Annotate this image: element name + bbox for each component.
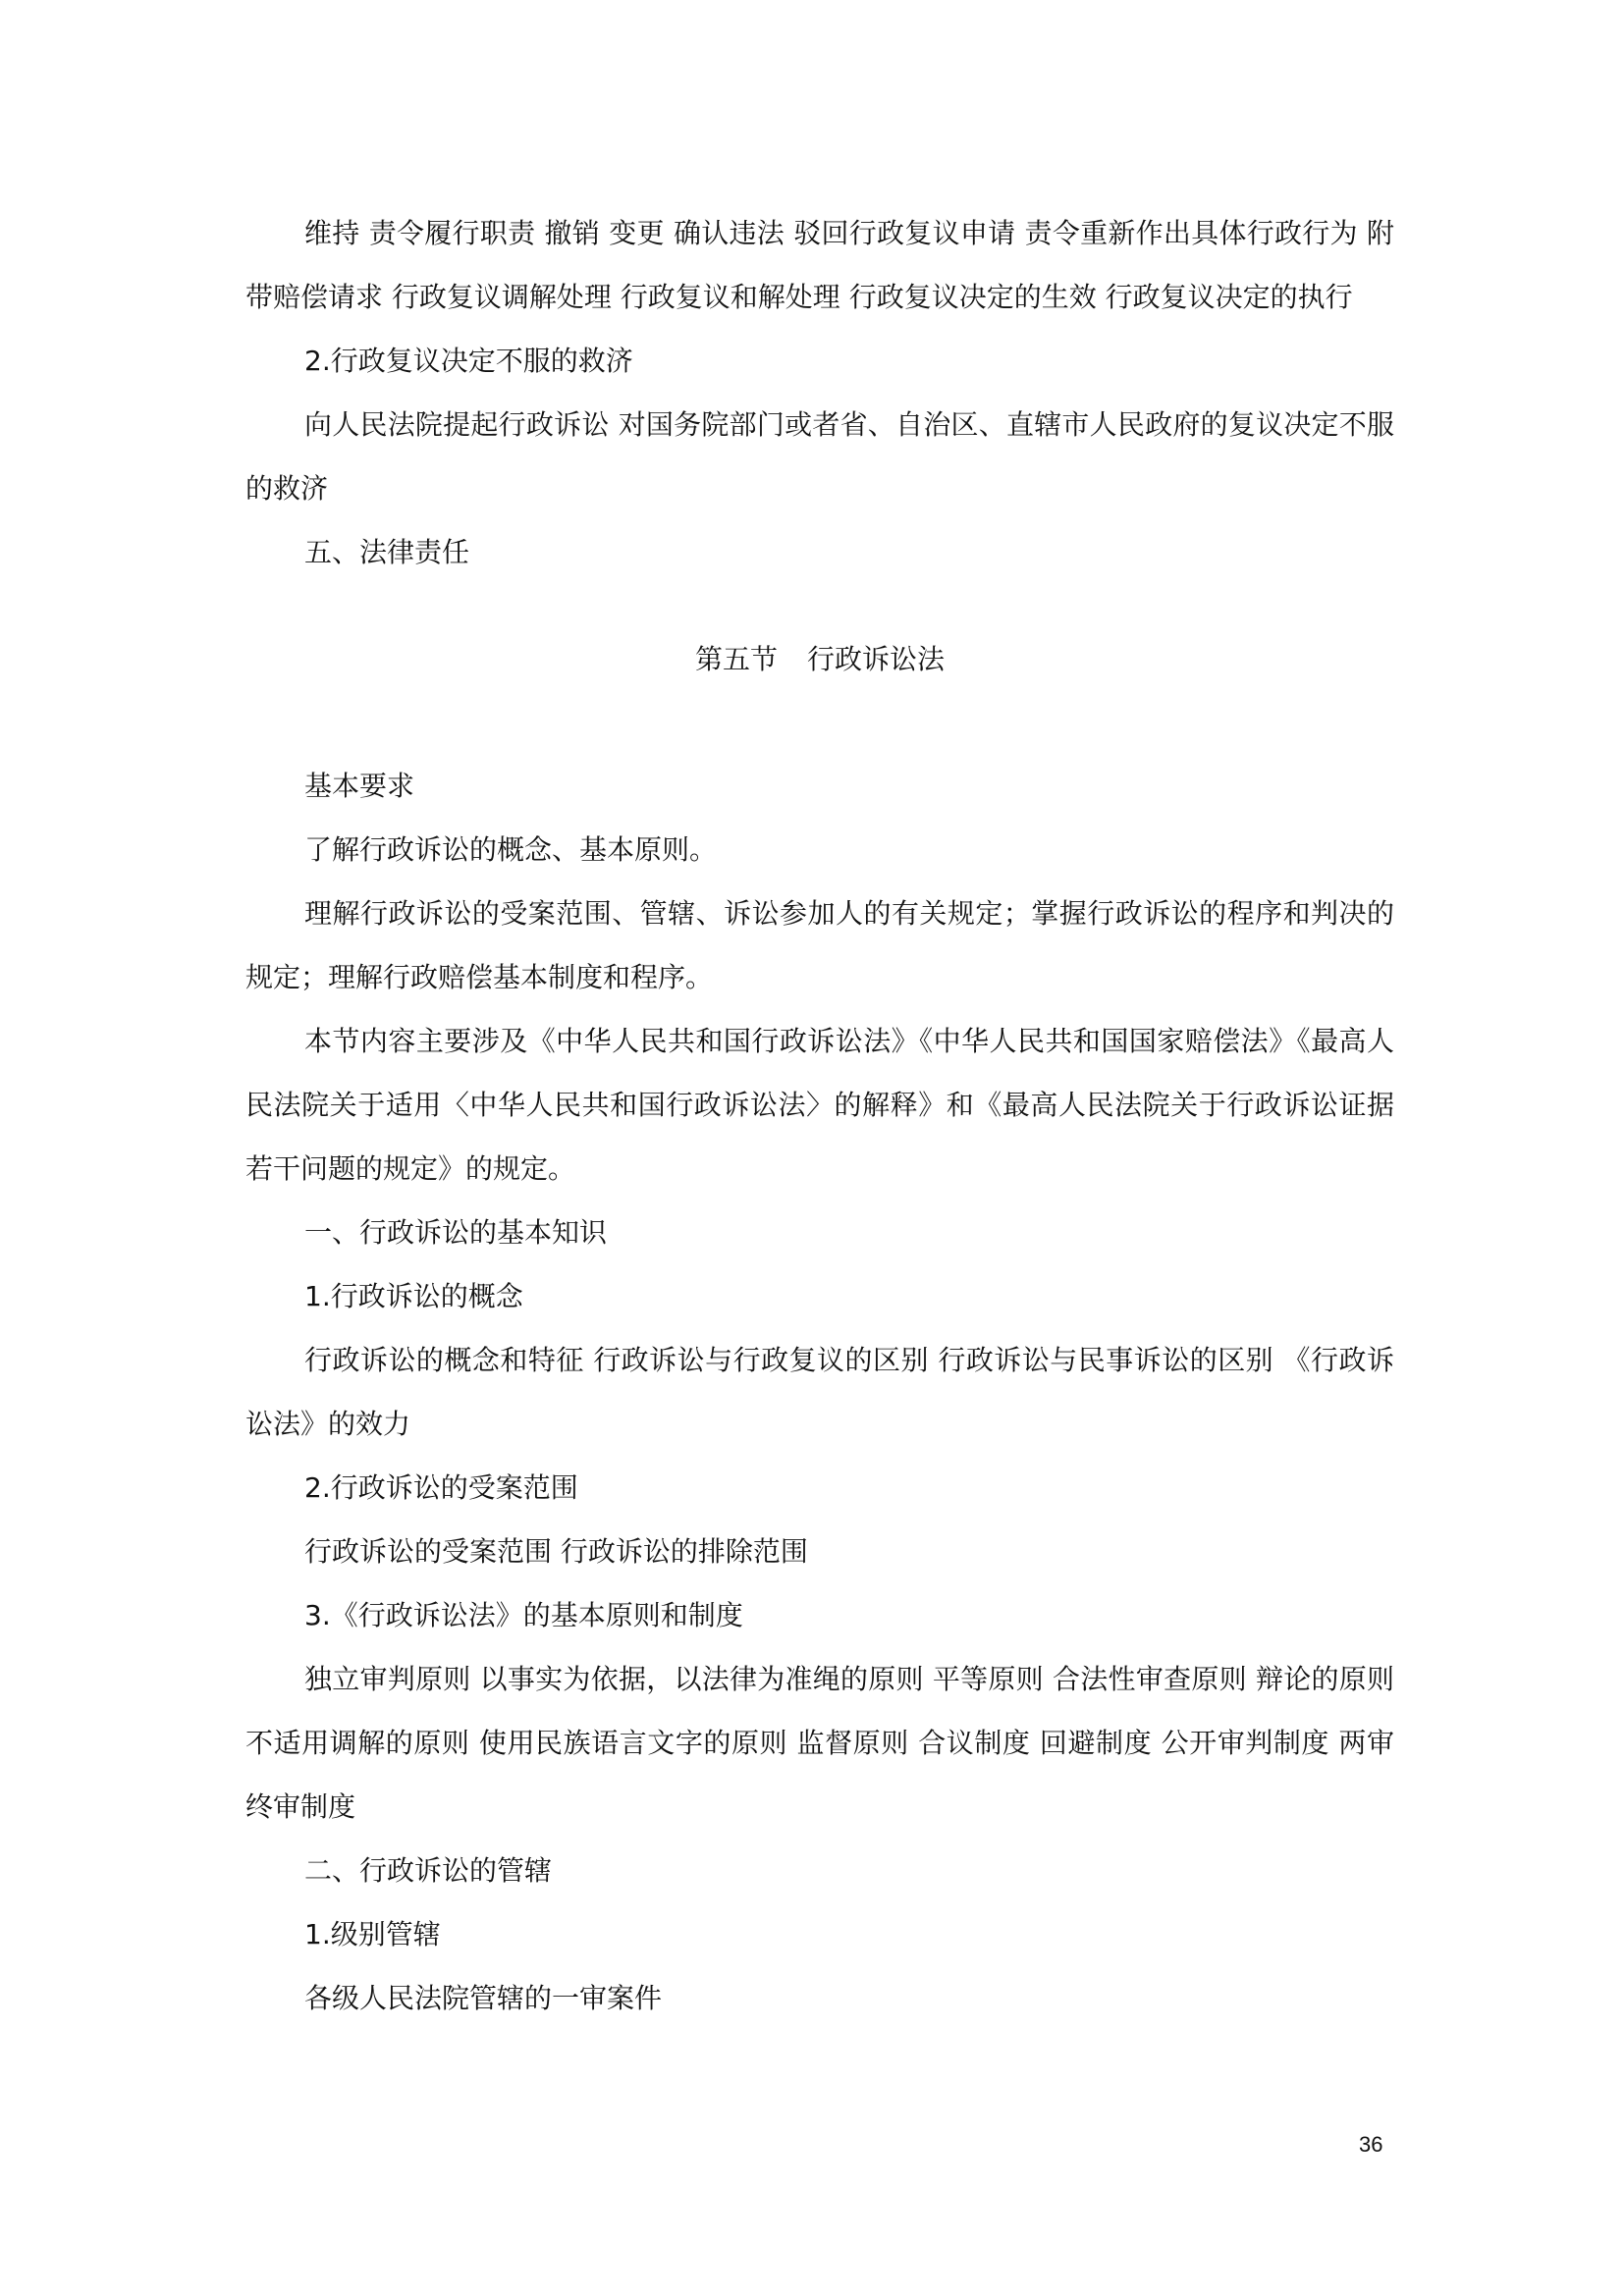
spacer [245,584,1394,627]
paragraph: 本节内容主要涉及《中华人民共和国行政诉讼法》《中华人民共和国国家赔偿法》《最高人民法院关于适用〈中华人民共和国行政诉讼法〉的解释》和《最高人民法院关于行政诉讼证据若干问题的规定》的规定。 [245,1025,1394,1185]
section-title [245,627,1394,691]
paragraph: 独立审判原则 以事实为依据，以法律为准绳的原则 平等原则 合法性审查原则 辩论的原则 不适用调解的原则 使用民族语言文字的原则 监督原则 合议制度 回避制度 公开审判制度 两审终审制度 [245,1663,1394,1823]
subheading: 一、行政诉讼的基本知识 [304,1216,608,1249]
subheading: 二、行政诉讼的管辖 [304,1854,553,1887]
section-number: 第五节 [694,643,778,675]
subheading: 3.《行政诉讼法》的基本原则和制度 [304,1599,743,1631]
subheading: 2.行政复议决定不服的救济 [304,345,633,377]
subheading: 2.行政诉讼的受案范围 [304,1471,578,1504]
section-name: 行政诉讼法 [807,643,946,675]
subheading: 基本要求 [304,770,415,802]
subheading: 1.级别管辖 [304,1918,441,1950]
subheading: 五、法律责任 [304,536,470,568]
page-content [245,201,1394,2030]
paragraph: 行政诉讼的受案范围 行政诉讼的排除范围 [304,1535,808,1568]
paragraph: 向人民法院提起行政诉讼 对国务院部门或者省、自治区、直辖市人民政府的复议决定不服的救济 [245,408,1394,505]
paragraph: 行政诉讼的概念和特征 行政诉讼与行政复议的区别 行政诉讼与民事诉讼的区别 《行政诉讼法》的效力 [245,1344,1394,1440]
paragraph: 维持 责令履行职责 撤销 变更 确认违法 驳回行政复议申请 责令重新作出具体行政行为 附带赔偿请求 行政复议调解处理 行政复议和解处理 行政复议决定的生效 行政复议决定的执行 [245,217,1394,313]
spacer [245,691,1394,754]
subheading: 1.行政诉讼的概念 [304,1280,523,1312]
paragraph: 理解行政诉讼的受案范围、管辖、诉讼参加人的有关规定；掌握行政诉讼的程序和判决的规定；理解行政赔偿基本制度和程序。 [245,897,1394,993]
paragraph: 各级人民法院管辖的一审案件 [304,1982,663,2014]
page-number: 36 [1359,2132,1383,2157]
paragraph: 了解行政诉讼的概念、基本原则。 [304,833,718,866]
